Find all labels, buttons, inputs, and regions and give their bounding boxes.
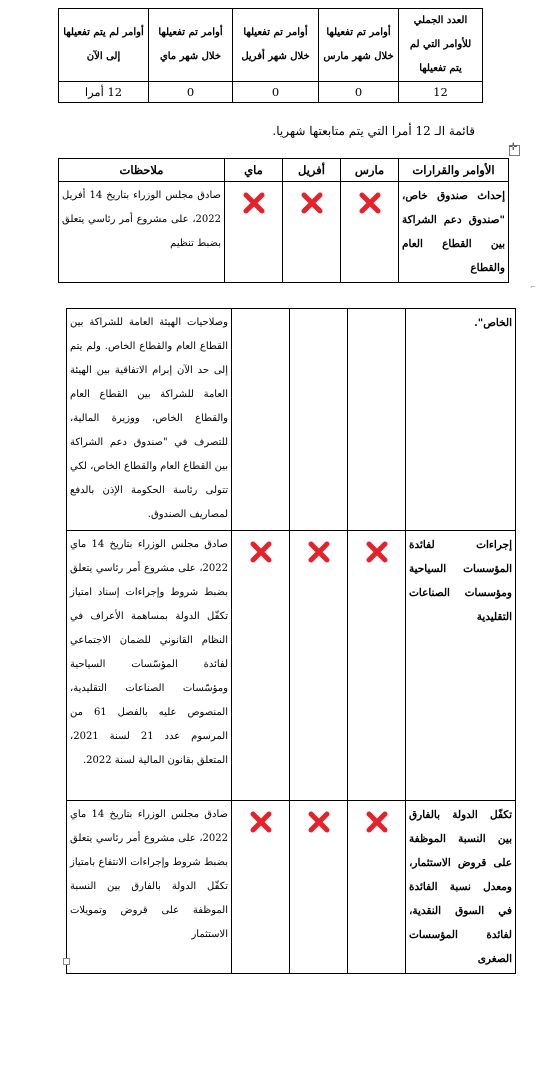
red-x-icon (364, 809, 390, 835)
order-notes: صادق مجلس الوزراء بتاريخ 14 ماي 2022، على مشروع أمر رئاسي يتعلق بضبط شروط وإجراءات إسناد امتياز تكفّل الدولة بمساهمة الأعراف في النظام القانوني للضمان الاجتماعي لفائدة المؤسّسات السياحية ومؤسّسات الصناعات التقليدية، المنصوص عليه بالفصل 61 من المرسوم عدد 21 لسنة 2021، المتعلق بقانون المالية لسنة 2022. (67, 531, 232, 801)
summary-value-total: 12 (399, 82, 483, 103)
order-notes: صادق مجلس الوزراء بتاريخ 14 أفريل 2022، على مشروع أمر رئاسي يتعلق بضبط تنظيم (59, 182, 225, 283)
order-notes: صادق مجلس الوزراء بتاريخ 14 ماي 2022، على مشروع أمر رئاسي يتعلق بضبط شروط وإجراءات الانتفاع بامتياز تكفّل الدولة بالفارق بين النسبة الموظفة على قروض وتمويلات الاستثمار (67, 801, 232, 974)
red-x-icon (241, 190, 267, 216)
may-status (225, 182, 283, 283)
april-status (290, 801, 348, 974)
red-x-icon (248, 809, 274, 835)
red-x-icon (299, 190, 325, 216)
header-march: مارس (341, 159, 399, 182)
paragraph-mark: ⌐ (530, 283, 536, 291)
may-status (232, 309, 290, 531)
summary-value-may: 0 (149, 82, 233, 103)
table-resize-handle[interactable] (63, 958, 70, 965)
order-title: إجراءات لفائدة المؤسسات السياحية ومؤسسات الصناعات التقليدية (406, 531, 516, 801)
orders-table-part1 (58, 158, 509, 283)
summary-header-remaining: أوامر لم يتم تفعيلها إلى الآن (59, 9, 149, 82)
may-status (232, 801, 290, 974)
header-may: ماي (225, 159, 283, 182)
summary-value-remaining: 12 أمرا (59, 82, 149, 103)
red-x-icon (306, 809, 332, 835)
table-row (67, 309, 516, 531)
red-x-icon (248, 539, 274, 565)
header-orders: الأوامر والقرارات (399, 159, 509, 182)
april-status (283, 182, 341, 283)
order-notes: وصلاحيات الهيئة العامة للشراكة بين القطاع العام والقطاع الخاص. ولم يتم إلى حد الآن إبرام الاتفاقية بين الهيئة العامة للشراكة بين القطاع العام والقطاع الخاص، ووزيرة المالية، للتصرف في "صندوق دعم الشراكة بين القطاع العام والقطاع الخاص، لكي تتولى رئاسة الحكومة الإذن بالدفع لمصاريف الصندوق. (67, 309, 232, 531)
summary-header-april: أوامر تم تفعيلها خلال شهر أفريل (233, 9, 319, 82)
summary-header-total: العدد الجملي للأوامر التي لم يتم تفعيلها (399, 9, 483, 82)
summary-header-march: أوامر تم تفعيلها خلال شهر مارس (319, 9, 399, 82)
red-x-icon (364, 539, 390, 565)
table-move-handle-icon[interactable] (509, 145, 520, 156)
march-status (341, 182, 399, 283)
table-row (67, 531, 516, 801)
header-notes: ملاحظات (59, 159, 225, 182)
march-status (348, 531, 406, 801)
red-x-icon (306, 539, 332, 565)
march-status (348, 309, 406, 531)
april-status (290, 309, 348, 531)
may-status (232, 531, 290, 801)
order-title: الخاص". (406, 309, 516, 531)
summary-header-may: أوامر تم تفعيلها خلال شهر ماي (149, 9, 233, 82)
order-title: تكفّل الدولة بالفارق بين النسبة الموظفة على قروض الاستثمار، ومعدل نسبة الفائدة في السوق النقدية، لفائدة المؤسسات الصغرى (406, 801, 516, 974)
summary-value-march: 0 (319, 82, 399, 103)
march-status (348, 801, 406, 974)
table-row (59, 182, 509, 283)
order-title: إحداث صندوق خاص، "صندوق دعم الشراكة بين القطاع العام والقطاع (399, 182, 509, 283)
table-row (67, 801, 516, 974)
header-april: أفريل (283, 159, 341, 182)
summary-table (58, 8, 483, 103)
summary-value-april: 0 (233, 82, 319, 103)
red-x-icon (357, 190, 383, 216)
orders-table-part2 (66, 308, 516, 974)
april-status (290, 531, 348, 801)
list-caption: قائمة الـ 12 أمرا التي يتم متابعتها شهريا. (272, 124, 475, 138)
